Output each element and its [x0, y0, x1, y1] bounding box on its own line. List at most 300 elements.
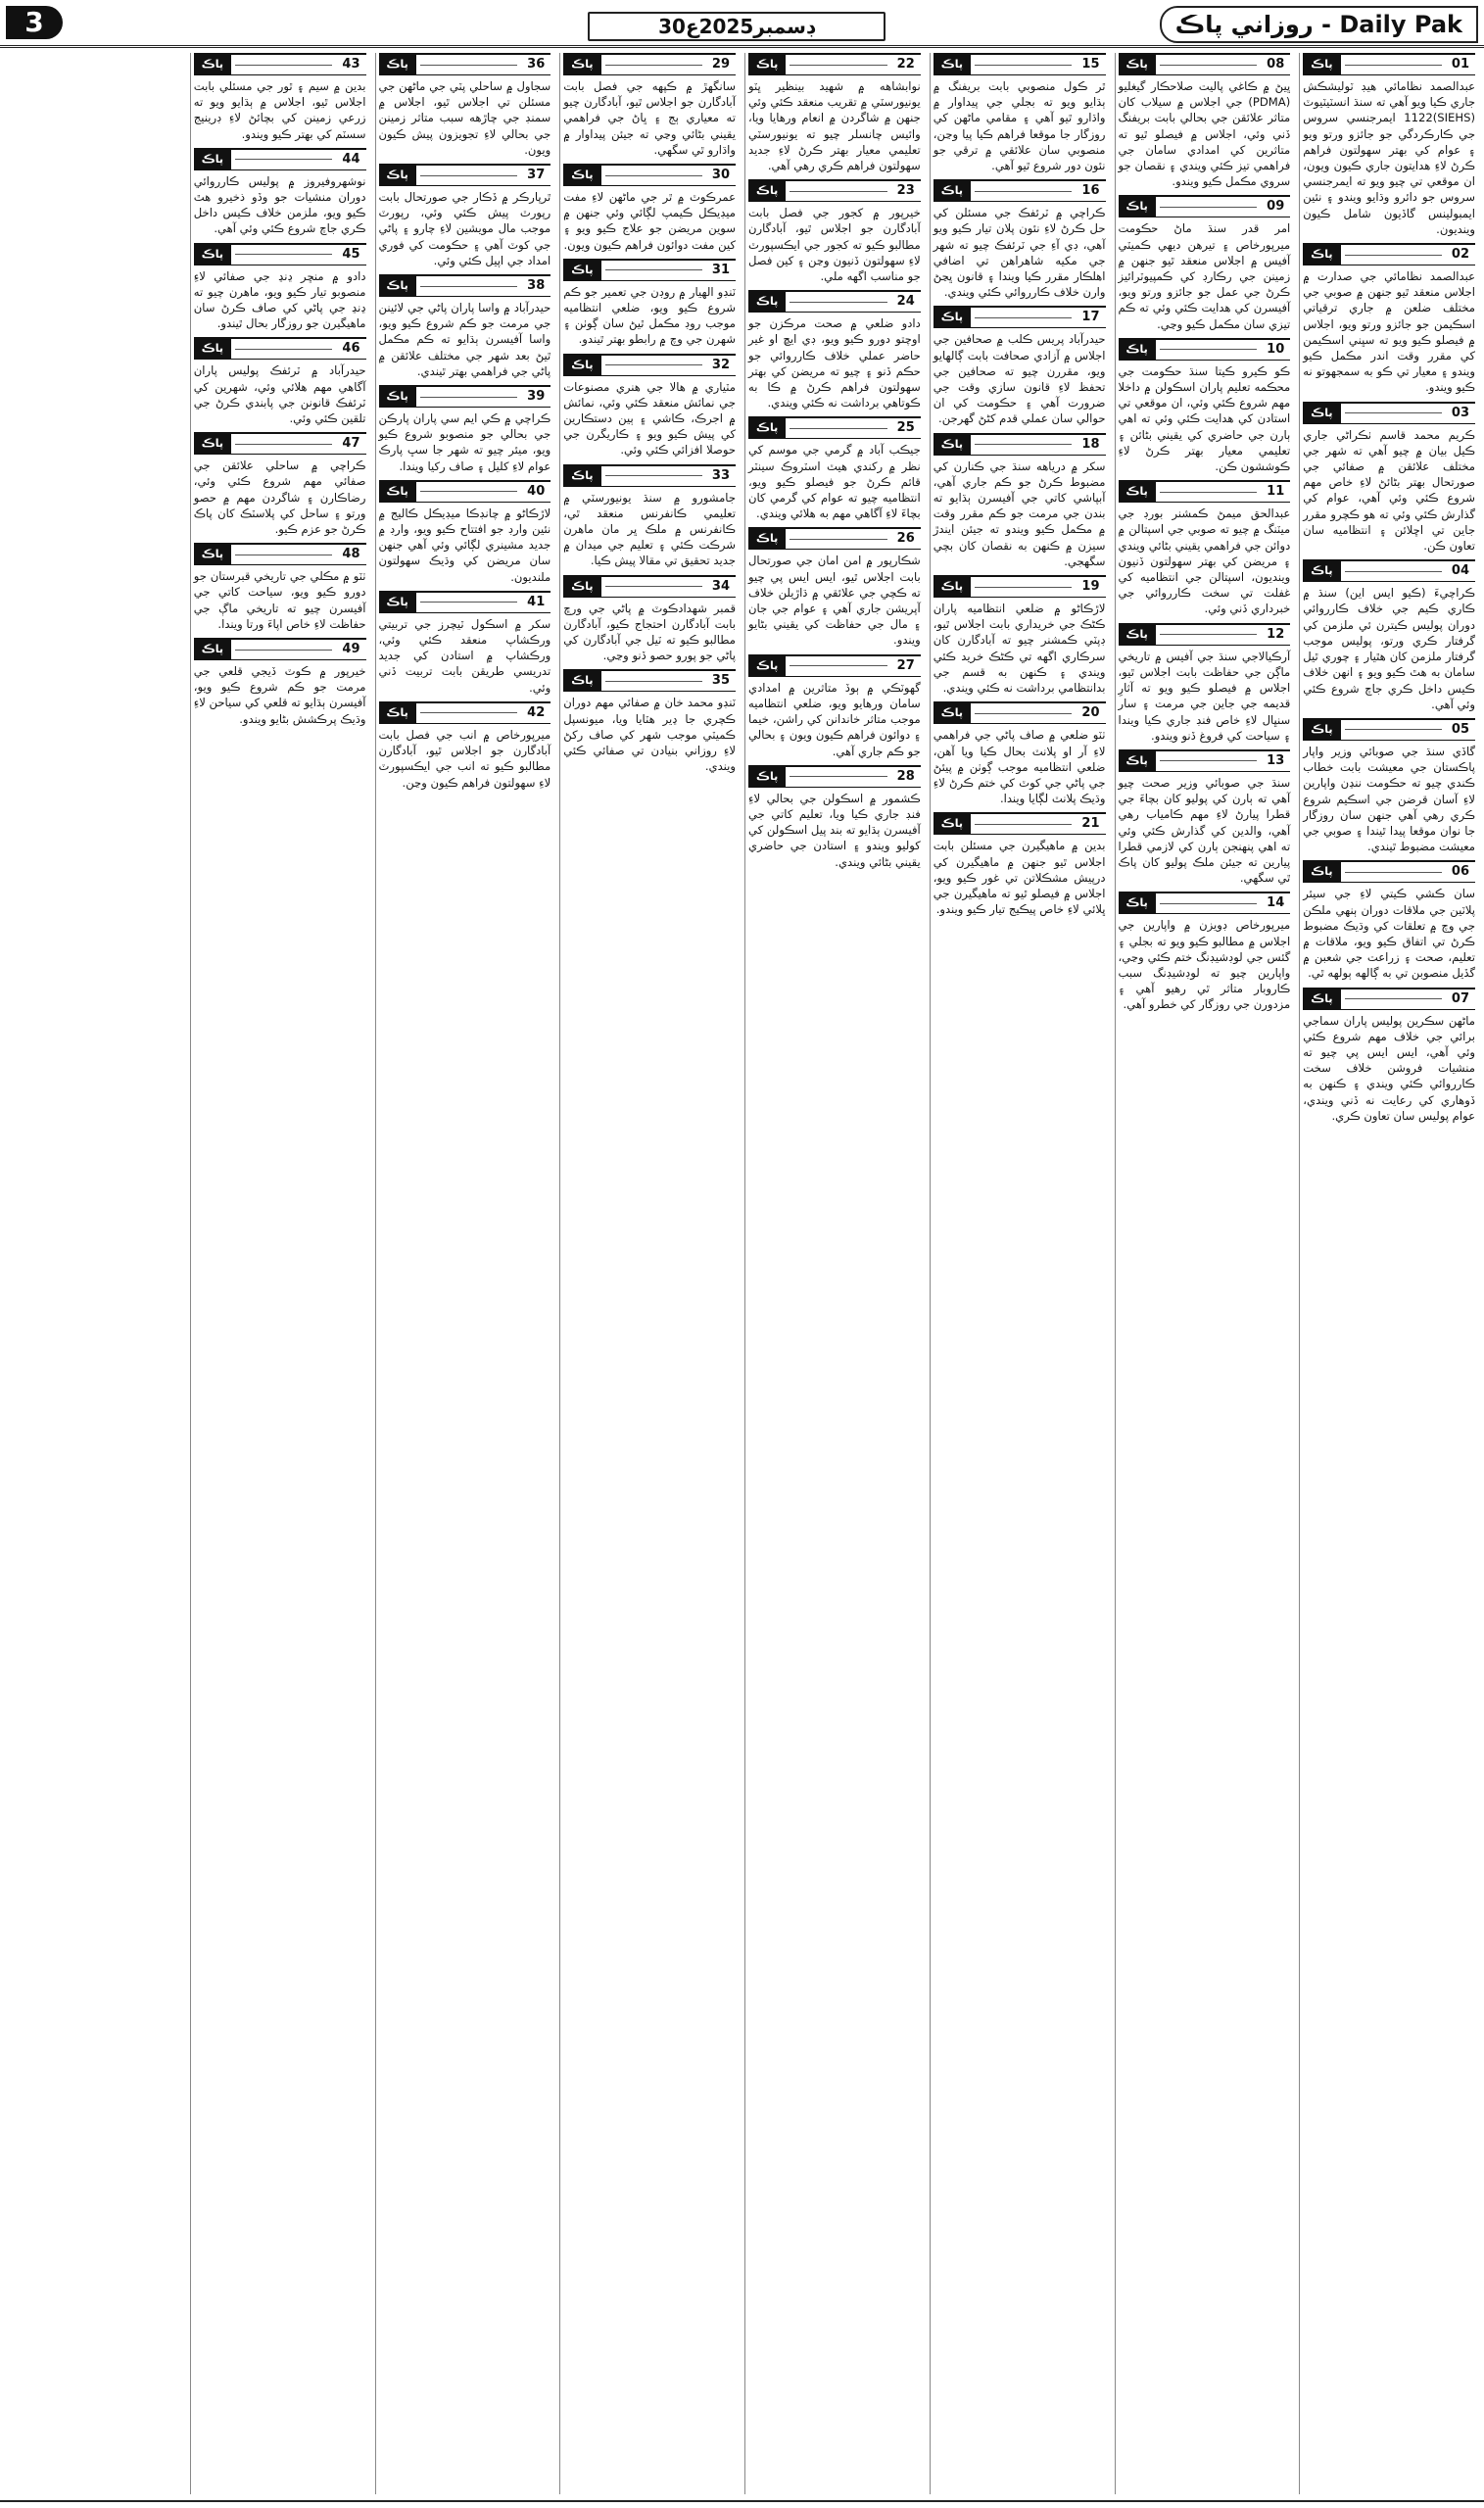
news-item-body: ميرپورخاص ڊويزن ۾ واپارين جي اجلاس ۾ مطالبو ڪيو ويو ته بجلي ۽ گئس جي لوڊشيڊنگ ختم ڪئي وڃي، واپارين چيو ته لوڊشيڊنگ سبب ڪاروبار متاثر ٿي رهيو آهي ۽ مزدورن جي روزگار کي خطرو آهي.	[1118, 918, 1291, 1012]
news-item-header	[1303, 402, 1475, 424]
news-item-body: قمبر شهدادڪوٽ ۾ پاڻي جي ورڇ بابت آبادگارن احتجاج ڪيو، آبادگارن مطالبو ڪيو ته ٽيل جي آبادگارن کي پاڻي جو پورو حصو ڏنو وڃي.	[563, 601, 736, 663]
news-item-body: عبدالصمد نظامائي جي صدارت ۾ اجلاس منعقد ٿيو جنهن ۾ صوبي جي مختلف ضلعن ۾ جاري ترقياتي اسڪيمن جو جائزو ورتو ويو، اجلاس ۾ فيصلو ڪيو ويو ته سڀني اسڪيمن کي مقرر وقت اندر مڪمل ڪيو ويندو ۽ معيار تي ڪو به سمجهوتو نه ڪيو ويندو.	[1303, 269, 1475, 395]
news-item-tag: پاڪ	[379, 276, 416, 296]
news-item-body: ڪريم محمد قاسم ٺڪراڻي جاري ڪيل بيان ۾ چيو آهي ته شهر جي مختلف علائقن ۾ صفائي جي صورتحال بهتر بڻائڻ لاءِ خاص مهم شروع ڪئي وئي آهي، عوام کي گذارش ڪئي وئي ته هو ڪچرو مقرر جاين تي اڇلائن ۽ انتظاميه سان تعاون ڪن.	[1303, 427, 1475, 554]
separator-line	[605, 681, 702, 682]
news-item	[194, 243, 366, 332]
separator-line	[1160, 65, 1257, 66]
news-item-tag: پاڪ	[194, 545, 231, 564]
news-item-number: 07	[1451, 990, 1469, 1006]
news-item-tag: پاڪ	[379, 55, 416, 74]
news-item-number: 25	[896, 420, 915, 436]
separator-line	[1345, 571, 1442, 572]
news-item-tag: پاڪ	[379, 482, 416, 502]
news-item-body: آرڪيالاجي سنڌ جي آفيس ۾ تاريخي ماڳن جي حفاظت بابت اجلاس ٿيو، اجلاس ۾ فيصلو ڪيو ويو ته آثارِ قديمه جي جاين جي مرمت ۽ سار سنڀال لاءِ خاص فنڊ جاري ڪيا ويندا ۽ سياحت کي فروغ ڏنو ويندو.	[1118, 649, 1291, 743]
news-item	[1119, 892, 1291, 1012]
issue-date: 30ڊسمبر2025ع	[588, 12, 886, 41]
news-item-header	[1119, 892, 1291, 914]
news-item-body: گهوٽڪي ۾ ٻوڏ متاثرين ۾ امدادي سامان ورهايو ويو، ضلعي انتظاميه موجب متاثر خاندانن کي راشن، خيما ۽ دوائون فراهم ڪيون ويون ۽ بحالي جو ڪم جاري آهي.	[748, 680, 921, 758]
news-item-header	[748, 179, 921, 202]
separator-line	[1160, 207, 1257, 208]
news-item	[933, 701, 1106, 806]
masthead-title: روزاني پاڪ - Daily Pak	[1160, 6, 1478, 43]
separator-line	[975, 587, 1072, 588]
news-item	[379, 701, 551, 791]
news-item-body: نوابشاهه ۾ شهيد بينظير ڀٽو يونيورسٽي ۾ تقريب منعقد ڪئي وئي جنهن ۾ شاگردن ۾ انعام ورهايا ويا، وائيس چانسلر چيو ته يونيورسٽي تعليمي معيار بهتر ڪرڻ لاءِ جديد سهولتون فراهم ڪري رهي آهي.	[748, 79, 921, 173]
separator-line	[420, 712, 517, 713]
news-columns	[6, 53, 1478, 2494]
news-item-number: 18	[1081, 436, 1100, 452]
news-item-number: 27	[896, 657, 915, 673]
news-item-header	[933, 53, 1106, 75]
news-item-body: ٿرپارڪر ۾ ڏڪار جي صورتحال بابت رپورٽ پيش ڪئي وئي، رپورٽ موجب مال مويشين لاءِ چارو ۽ پاڻي جي کوٽ آهي ۽ حڪومت کي فوري امداد جي اپيل ڪئي وئي.	[378, 190, 551, 267]
news-item-tag: پاڪ	[1119, 893, 1156, 913]
news-item-number: 08	[1267, 57, 1285, 72]
news-item-body: ڪراچي ۾ ٽرئفڪ جي مسئلن کي حل ڪرڻ لاءِ نئون پلان تيار ڪيو ويو آهي، ڊي آءِ جي ٽرئفڪ چيو ته شهر جي مکيه شاهراهن تي اضافي اهلڪار مقرر ڪيا ويندا ۽ قانون ڀڃڻ وارن خلاف ڪارروائي ڪئي ويندي.	[933, 206, 1106, 300]
news-item	[933, 575, 1106, 696]
news-item-header	[563, 164, 736, 186]
news-item-tag: پاڪ	[748, 181, 786, 201]
news-item-body: عبدالحق ميمڻ ڪمشنر بورڊ جي ميٽنگ ۾ چيو ته صوبي جي اسپتالن ۾ دوائن جي فراهمي يقيني بڻائي ويندي ۽ مريضن کي بهتر سهولتون ڏنيون وينديون، اسپتالن جي انتظاميه کي غفلت تي سخت ڪارروائي جي خبرداري ڏني وئي.	[1118, 506, 1291, 616]
news-item-header	[933, 701, 1106, 724]
news-item-header	[563, 53, 736, 75]
news-item	[379, 274, 551, 379]
news-item-number: 30	[711, 168, 730, 183]
news-item-header	[379, 591, 551, 613]
separator-line	[1345, 255, 1442, 256]
news-item	[379, 591, 551, 696]
news-item-header	[933, 575, 1106, 598]
news-item-body: دادو ۾ منڇر ڍنڍ جي صفائي لاءِ منصوبو تيار ڪيو ويو، ماهرن چيو ته ڍنڍ جي پاڻي کي صاف ڪرڻ سان ماهيگيرن جو روزگار بحال ٿيندو.	[193, 268, 366, 331]
news-item-body: عبدالصمد نظامائي هيڊ ٽوليشڪش جاري ڪيا ويو آهي ته سنڌ انسٽيٽيوٽ (SIEHS)1122 ايمرجنسي سروس جي ڪارڪردگي جو جائزو ورتو ويو ۽ عوام کي بهتر سهولتون فراهم ڪرڻ لاءِ هدايتون جاري ڪيون ويون، ان موقعي تي چيو ويو ته ايمرجنسي سروس جو دائرو وڌايو ويندو ۽ نئين ايمبولينس گاڏيون شامل ڪيون وينديون.	[1303, 79, 1475, 236]
news-item-body: سکر ۾ درياهه سنڌ جي ڪنارن کي مضبوط ڪرڻ جو ڪم جاري آهي، آبپاشي کاتي جي آفيسرن ٻڌايو ته بندن جي مرمت جو ڪم مقرر وقت ۾ مڪمل ڪيو ويندو ته جيئن ايندڙ سيزن ۾ ڪنهن به نقصان کان بچي سگهجي.	[933, 458, 1106, 568]
separator-line	[605, 475, 702, 476]
news-item-body: مٽياري ۾ هالا جي هنري مصنوعات جي نمائش منعقد ڪئي وئي، نمائش ۾ اجرڪ، ڪاشي ۽ ٻين دستڪارين کي پيش ڪيو ويو ۽ ڪاريگرن جي حوصلا افزائي ڪئي وئي.	[563, 379, 736, 458]
news-item	[748, 765, 921, 870]
news-item-body: ٺٽو ضلعي ۾ صاف پاڻي جي فراهمي لاءِ آر او پلانٽ بحال ڪيا ويا آهن، ضلعي انتظاميه موجب ڳوٺن ۾ پيئڻ جي پاڻي جي کوٽ کي ختم ڪرڻ لاءِ وڌيڪ پلانٽ لڳايا ويندا.	[933, 728, 1106, 806]
column-1	[1299, 53, 1478, 2494]
news-item-tag: پاڪ	[194, 434, 231, 454]
news-item	[748, 179, 921, 284]
news-item	[563, 669, 736, 774]
news-item-number: 01	[1451, 57, 1469, 72]
news-item-tag: پاڪ	[563, 466, 600, 486]
news-item-tag: پاڪ	[933, 181, 971, 201]
news-item-number: 44	[342, 151, 360, 167]
separator-line	[790, 776, 886, 777]
news-item-number: 35	[711, 673, 730, 689]
news-item-body: ڪراچيءَ (ڪيو ايس اين) سنڌ ۾ ڪاري ڪيم جي خلاف ڪارروائي دوران پوليس ڪيترن ئي ملزمن کي گرفتار ڪري ورتو، پوليس موجب گرفتار ملزمن کان هٿيار ۽ چوري ٿيل سامان به هٿ ڪيو ويو ۽ انهن خلاف ڪيس داخل ڪري جاچ شروع ڪئي وئي آهي.	[1303, 586, 1475, 711]
footer-rule	[0, 2500, 1484, 2502]
news-item-body: سجاول ۾ ساحلي پٽي جي ماڻهن جي مسئلن تي اجلاس ٿيو، اجلاس ۾ سمنڊ جي چاڙهه سبب متاثر زمينن جي بحالي لاءِ تجويزون پيش ڪيون ويون.	[378, 79, 551, 157]
news-item-header	[194, 638, 366, 660]
news-item-header	[563, 354, 736, 376]
news-item-number: 16	[1081, 183, 1100, 199]
news-item-header	[933, 306, 1106, 328]
news-item	[379, 480, 551, 585]
news-item-number: 19	[1081, 579, 1100, 595]
separator-line	[605, 269, 702, 270]
news-item-header	[1303, 988, 1475, 1010]
news-item-header	[933, 179, 1106, 202]
news-item-header	[194, 243, 366, 265]
separator-line	[1160, 492, 1257, 493]
news-item-header	[563, 259, 736, 281]
news-item-tag: پاڪ	[748, 55, 786, 74]
news-item-body: بدين ۾ سيم ۽ ٿور جي مسئلي بابت اجلاس ٿيو، اجلاس ۾ ٻڌايو ويو ته زرعي زمينن کي بچائڻ لاءِ ڊرينيج سسٽم کي بهتر ڪيو ويندو.	[193, 79, 366, 141]
news-item-number: 23	[896, 183, 915, 199]
news-item-number: 36	[527, 57, 546, 72]
news-item-body: ڪشمور ۾ اسڪولن جي بحالي لاءِ فنڊ جاري ڪيا ويا، تعليم کاتي جي آفيسرن ٻڌايو ته بند پيل اسڪولن کي کوليو ويندو ۽ استادن جي حاضري يقيني بڻائي ويندي.	[748, 791, 921, 869]
news-item-header	[748, 53, 921, 75]
news-item-header	[1303, 860, 1475, 883]
news-item-body: سکر ۾ اسڪول ٽيچرز جي تربيتي ورڪشاپ منعقد ڪئي وئي، ورڪشاپ ۾ استادن کي جديد تدريسي طريقن بابت تربيت ڏني وئي.	[378, 616, 551, 695]
news-item-body: شڪارپور ۾ امن امان جي صورتحال بابت اجلاس ٿيو، ايس ايس پي چيو ته ڪچي جي علائقي ۾ ڌاڙيلن خلاف آپريشن جاري آهي ۽ عوام جي جان ۽ مال جي حفاظت کي يقيني بڻايو ويندو.	[748, 554, 921, 648]
separator-line	[420, 286, 517, 287]
news-item-body: دادو ضلعي ۾ صحت مرڪزن جو اوچتو دورو ڪيو ويو، ڊي ايڇ او غير حاضر عملي خلاف ڪارروائي جو حڪم ڏنو ۽ چيو ته مريضن کي بهتر سهولتون فراهم ڪرڻ ۾ ڪا به ڪوتاهي برداشت نه ڪئي ويندي.	[748, 316, 921, 410]
column-5	[559, 53, 739, 2494]
news-item-number: 41	[527, 594, 546, 609]
news-item-header	[563, 575, 736, 598]
column-6	[375, 53, 554, 2494]
separator-line	[1160, 349, 1257, 350]
news-item-header	[379, 385, 551, 408]
news-item-tag: پاڪ	[563, 55, 600, 74]
news-item	[1119, 749, 1291, 886]
separator-line	[1345, 412, 1442, 413]
separator-line	[235, 349, 332, 350]
news-item-body: سنڌ جي صوبائي وزير صحت چيو آهي ته ٻارن کي پوليو کان بچاءَ جي قطرا پيارڻ لاءِ مهم ڪامياب رهي آهي، والدين کي گذارش ڪئي وئي ته اهي پنهنجن ٻارن کي لازمي قطرا پيارين ته جيئن ملڪ پوليو کان پاڪ ٿي سگهي.	[1118, 775, 1291, 886]
news-item	[379, 53, 551, 158]
column-3	[930, 53, 1109, 2494]
news-item	[1119, 338, 1291, 474]
news-item-tag: پاڪ	[1119, 482, 1156, 502]
news-item-body: ڪو ڪيرو ڪيتا سنڌ حڪومت جي محڪمه تعليم پاران اسڪولن ۾ داخلا مهم شروع ڪئي وئي، ان موقعي تي استادن کي هدايت ڪئي وئي ته اهي ٻارن جي حاضري کي يقيني بڻائن ۽ تعليمي معيار بهتر ڪرڻ لاءِ ڪوششون ڪن.	[1118, 363, 1291, 474]
separator-line	[235, 650, 332, 651]
news-item	[748, 290, 921, 410]
news-item	[194, 638, 366, 727]
news-item-header	[379, 701, 551, 724]
news-item-header	[1119, 53, 1291, 75]
news-item-number: 45	[342, 246, 360, 262]
news-item	[933, 433, 1106, 569]
news-item-tag: پاڪ	[748, 529, 786, 549]
news-item	[1303, 718, 1475, 854]
news-item	[933, 53, 1106, 173]
separator-line	[235, 254, 332, 255]
separator-line	[975, 713, 1072, 714]
news-item-body: ٽنڊو محمد خان ۾ صفائي مهم دوران ڪچري جا ڍير هٽايا ويا، ميونسپل ڪميٽي موجب شهر کي صاف رکڻ لاءِ روزاني بنيادن تي صفائي ڪئي ويندي.	[563, 696, 736, 774]
news-item-number: 24	[896, 294, 915, 310]
news-item-body: جيڪب آباد ۾ گرمي جي موسم کي نظر ۾ رکندي هيٽ اسٽروڪ سينٽر قائم ڪرڻ جو فيصلو ڪيو ويو، انتظاميه چيو ته عوام کي گرمي کان بچاءَ لاءِ آگاهي مهم به هلائي ويندي.	[748, 443, 921, 521]
news-item	[1303, 860, 1475, 981]
news-item-header	[1303, 243, 1475, 265]
news-item-tag: پاڪ	[1303, 862, 1340, 882]
news-item-tag: پاڪ	[933, 308, 971, 327]
news-item-number: 39	[527, 389, 546, 405]
news-item-number: 04	[1451, 563, 1469, 579]
column-4	[744, 53, 924, 2494]
news-item	[933, 812, 1106, 917]
news-item-header	[194, 543, 366, 565]
separator-line	[790, 665, 886, 666]
news-item-body: ٺٽو ۾ مڪلي جي تاريخي قبرستان جو دورو ڪيو ويو، سياحت کاتي جي آفيسرن چيو ته تاريخي ماڳ جي حفاظت لاءِ خاص اپاءَ ورتا ويندا.	[193, 569, 366, 631]
news-item	[748, 416, 921, 521]
news-item-tag: پاڪ	[933, 435, 971, 455]
news-item-body: ڀيڻ ۾ ڪاغي پاليت صلاحڪار گيغليو (PDMA) جي اجلاس ۾ سيلاب کان متاثر علائقن جي بحالي بابت بريفنگ ڏني وئي، اجلاس ۾ فيصلو ٿيو ته متاثرين کي امدادي سامان جي فراهمي تيز ڪئي ويندي ۽ نقصان جو سروي مڪمل ڪيو ويندو.	[1118, 79, 1291, 189]
news-item-tag: پاڪ	[194, 640, 231, 659]
news-item-number: 43	[342, 57, 360, 72]
page-number: 3	[6, 6, 63, 39]
news-item-number: 33	[711, 467, 730, 483]
news-item-number: 06	[1451, 864, 1469, 880]
news-item-header	[933, 812, 1106, 835]
news-item-header	[748, 416, 921, 439]
news-item-header	[1119, 623, 1291, 646]
separator-line	[975, 65, 1072, 66]
news-item-tag: پاڪ	[1119, 340, 1156, 360]
news-item-number: 05	[1451, 721, 1469, 737]
news-item-header	[933, 433, 1106, 456]
news-item-number: 46	[342, 341, 360, 357]
separator-line	[975, 444, 1072, 445]
news-item-tag: پاڪ	[748, 292, 786, 312]
news-item-tag: پاڪ	[563, 671, 600, 691]
separator-line	[975, 191, 1072, 192]
news-item-body: گاڏي سنڌ جي صوبائي وزير واپار پاڪستان جي معيشت بابت خطاب ڪندي چيو ته حڪومت ننڍن واپارين لاءِ آسان قرضن جي اسڪيم شروع ڪري رهي آهي جنهن سان روزگار جا نوان موقعا پيدا ٿيندا ۽ صوبي جي معيشت مضبوط ٿيندي.	[1303, 744, 1475, 854]
news-item-tag: پاڪ	[194, 150, 231, 169]
news-item	[1303, 243, 1475, 396]
separator-line	[790, 302, 886, 303]
news-item	[1303, 402, 1475, 555]
news-item	[1119, 195, 1291, 331]
separator-line	[790, 65, 886, 66]
news-item-number: 15	[1081, 57, 1100, 72]
news-item	[379, 385, 551, 474]
separator-line	[975, 317, 1072, 318]
news-item-body: سان ڪشي ڪيتي لاءِ جي سيئر پلاٽين جي ملاقات دوران ٻنهي ملڪن جي وچ ۾ تعلقات کي وڌيڪ مضبوط ڪرڻ تي اتفاق ڪيو ويو، ملاقات ۾ تعليم، صحت ۽ زراعت جي شعبن ۾ گڏيل منصوبن تي به ڳالهه ٻولهه ٿي.	[1303, 887, 1475, 981]
news-item-number: 10	[1267, 341, 1285, 357]
news-item-header	[379, 164, 551, 186]
news-item-body: نوشهروفيروز ۾ پوليس ڪارروائي دوران منشيات جو وڏو ذخيرو هٿ ڪيو ويو، ملزمن خلاف ڪيس داخل ڪري جاچ شروع ڪئي وئي آهي.	[193, 173, 366, 236]
separator-line	[1345, 65, 1442, 66]
separator-line	[420, 491, 517, 492]
separator-line	[1345, 729, 1442, 730]
news-item-body: ٿر ڪول منصوبي بابت بريفنگ ۾ ٻڌايو ويو ته بجلي جي پيداوار ۾ واڌارو ٿيو آهي ۽ مقامي ماڻهن کي روزگار جا موقعا فراهم ڪيا پيا وڃن، منصوبي سان علائقي ۾ ترقي جو نئون دور شروع ٿيو آهي.	[933, 79, 1106, 173]
column-2	[1115, 53, 1294, 2494]
news-item-body: امر قدر سنڌ ماڻ حڪومت ميرپورخاص ۽ تيرهن ديهي ڪميٽي آفيس ۾ اجلاس منعقد ٿيو جنهن ۾ زمينن جي رڪارڊ کي ڪمپيوٽرائيز ڪرڻ جي عمل جو جائزو ورتو ويو، آفيسرن کي هدايت ڪئي وئي ته ڪم تيزي سان مڪمل ڪيو وڃي.	[1118, 221, 1291, 331]
news-item	[1119, 623, 1291, 744]
news-item-body: لاڙڪاڻو ۾ چانڊڪا ميڊيڪل ڪاليج ۾ نئين وارڊ جو افتتاح ڪيو ويو، وارڊ ۾ جديد مشينري لڳائي وئي آهي جنهن سان مريضن کي وڌيڪ سهولتون ملنديون.	[378, 506, 551, 584]
news-item-body: ڪراچي ۾ ساحلي علائقن جي صفائي مهم شروع ڪئي وئي، رضاڪارن ۽ شاگردن مهم ۾ حصو ورتو ۽ ساحل کي پلاسٽڪ کان پاڪ ڪرڻ جو عزم ڪيو.	[193, 458, 366, 537]
news-item-header	[1303, 559, 1475, 582]
news-item-number: 29	[711, 57, 730, 72]
news-item-tag: پاڪ	[1119, 751, 1156, 771]
news-item-number: 12	[1267, 626, 1285, 642]
news-item-number: 32	[711, 357, 730, 372]
news-item-tag: پاڪ	[1303, 989, 1340, 1009]
news-item-number: 17	[1081, 310, 1100, 325]
news-item	[194, 148, 366, 237]
news-item-header	[194, 148, 366, 170]
news-item-number: 13	[1267, 752, 1285, 768]
news-item	[1119, 480, 1291, 616]
news-item-tag: پاڪ	[563, 166, 600, 185]
news-item-tag: پاڪ	[1119, 55, 1156, 74]
news-item-tag: پاڪ	[748, 656, 786, 676]
news-item-number: 38	[527, 278, 546, 294]
news-item-header	[1303, 718, 1475, 741]
separator-line	[235, 65, 332, 66]
news-item-header	[1303, 53, 1475, 75]
news-item-number: 28	[896, 768, 915, 784]
separator-line	[235, 444, 332, 445]
news-item-body: ماڻهن سڪرين پوليس پاران سماجي برائي جي خلاف مهم شروع ڪئي وئي آهي، ايس ايس پي چيو ته منشيات فروشن خلاف سخت ڪارروائي ڪئي ويندي ۽ ڪنهن به ڏوهاري کي رعايت نه ڏني ويندي، عوام پوليس سان تعاون ڪري.	[1303, 1013, 1475, 1123]
news-item-tag: پاڪ	[748, 767, 786, 787]
news-item-tag: پاڪ	[563, 356, 600, 375]
news-item	[933, 179, 1106, 300]
news-item-header	[194, 53, 366, 75]
news-item	[194, 543, 366, 632]
news-item-header	[748, 527, 921, 550]
news-item	[1303, 988, 1475, 1124]
news-item-body: ڪراچي ۾ ڪي ايم سي پاران پارڪن جي بحالي جو منصوبو شروع ڪيو ويو، ميئر چيو ته شهر جا سڀ پارڪ عوام لاءِ کليل ۽ صاف رکيا ويندا.	[378, 411, 551, 473]
news-item-header	[1119, 195, 1291, 217]
separator-line	[605, 364, 702, 365]
news-item-number: 11	[1267, 484, 1285, 500]
news-item-number: 42	[527, 704, 546, 720]
news-item	[563, 259, 736, 348]
news-item-number: 37	[527, 168, 546, 183]
news-item-number: 40	[527, 483, 546, 499]
separator-line	[1345, 998, 1442, 999]
separator-line	[420, 65, 517, 66]
news-item-tag: پاڪ	[1303, 720, 1340, 740]
news-item-header	[379, 274, 551, 297]
news-item-number: 22	[896, 57, 915, 72]
news-item-tag: پاڪ	[748, 418, 786, 438]
news-item-tag: پاڪ	[1303, 55, 1340, 74]
news-item	[379, 164, 551, 268]
separator-line	[420, 602, 517, 603]
news-item-header	[379, 480, 551, 503]
news-item-number: 21	[1081, 816, 1100, 832]
separator-line	[790, 428, 886, 429]
news-item-body: جامشورو ۾ سنڌ يونيورسٽي ۾ تعليمي ڪانفرنس منعقد ٿي، ڪانفرنس ۾ ملڪ ڀر مان ماهرن شرڪت ڪئي ۽ تعليم جي ميدان ۾ جديد تحقيق تي مقالا پيش ڪيا.	[563, 490, 736, 568]
separator-line	[790, 191, 886, 192]
news-item-number: 02	[1451, 247, 1469, 263]
news-item-number: 14	[1267, 895, 1285, 911]
separator-line	[420, 397, 517, 398]
news-item-body: لاڙڪاڻو ۾ ضلعي انتظاميه پاران ڪڻڪ جي خريداري بابت اجلاس ٿيو، ڊپٽي ڪمشنر چيو ته آبادگارن کان سرڪاري اگهه تي ڪڻڪ خريد ڪئي ويندي ۽ ڪنهن به قسم جي بدانتظامي برداشت نه ڪئي ويندي.	[933, 602, 1106, 696]
news-item-tag: پاڪ	[379, 593, 416, 612]
separator-line	[1160, 903, 1257, 904]
news-item-tag: پاڪ	[563, 577, 600, 597]
news-item	[1303, 53, 1475, 237]
news-item	[748, 53, 921, 173]
news-item-body: حيدرآباد ۾ ٽرئفڪ پوليس پاران آگاهي مهم هلائي وئي، شهرين کي ٽرئفڪ قانونن جي پابندي ڪرڻ جي تلقين ڪئي وئي.	[193, 363, 366, 426]
news-item-tag: پاڪ	[379, 703, 416, 723]
news-item-tag: پاڪ	[1119, 197, 1156, 217]
news-item-body: عمرڪوٽ ۾ ٿر جي ماڻهن لاءِ مفت ميڊيڪل ڪيمپ لڳائي وئي جنهن ۾ سوين مريضن جو علاج ڪيو ويو ۽ کين مفت دوائون فراهم ڪيون ويون.	[563, 190, 736, 252]
news-item	[1119, 53, 1291, 189]
news-item-body: خيرپور ۾ کجور جي فصل بابت آبادگارن جو اجلاس ٿيو، آبادگارن مطالبو ڪيو ته کجور جي ايڪسپورٽ لاءِ سهولتون ڏنيون وڃن ۽ کين فصل جو مناسب اگهه ملي.	[748, 206, 921, 284]
news-item-number: 47	[342, 436, 360, 452]
column-8	[6, 53, 184, 2494]
news-item-tag: پاڪ	[379, 387, 416, 407]
news-item-tag: پاڪ	[379, 166, 416, 185]
news-item-number: 49	[342, 642, 360, 657]
news-item-header	[1119, 749, 1291, 772]
news-item-number: 09	[1267, 199, 1285, 215]
news-item-header	[563, 464, 736, 487]
news-item-header	[379, 53, 551, 75]
news-item	[194, 432, 366, 537]
news-item-number: 26	[896, 531, 915, 547]
news-item-header	[748, 654, 921, 677]
news-item-tag: پاڪ	[933, 703, 971, 723]
separator-line	[1160, 760, 1257, 761]
news-item-header	[194, 337, 366, 360]
news-item-header	[748, 290, 921, 313]
news-item-tag: پاڪ	[194, 55, 231, 74]
news-item-body: حيدرآباد ۾ واسا پاران پاڻي جي لائينن جي مرمت جو ڪم شروع ڪيو ويو، واسا آفيسرن ٻڌايو ته ڪم مڪمل ٿيڻ بعد شهر جي مختلف علائقن ۾ پاڻي جي فراهمي بهتر ٿيندي.	[378, 301, 551, 378]
news-item-tag: پاڪ	[194, 339, 231, 359]
news-item	[563, 164, 736, 253]
news-item-number: 20	[1081, 705, 1100, 721]
news-item-header	[194, 432, 366, 455]
separator-line	[605, 65, 702, 66]
news-item-body: خيرپور ۾ ڪوٽ ڏيجي قلعي جي مرمت جو ڪم شروع ڪيو ويو، آفيسرن ٻڌايو ته قلعي کي سياحن لاءِ وڌيڪ پرڪشش بڻايو ويندو.	[193, 664, 366, 726]
news-item-tag: پاڪ	[933, 577, 971, 597]
news-item-number: 48	[342, 547, 360, 562]
news-item	[933, 306, 1106, 426]
news-item-body: ٽنڊو الهيار ۾ روڊن جي تعمير جو ڪم شروع ڪيو ويو، ضلعي انتظاميه موجب روڊ مڪمل ٿيڻ سان ڳوٺن ۽ شهرن جي وچ ۾ رابطو بهتر ٿيندو.	[563, 284, 736, 347]
news-item-tag: پاڪ	[933, 814, 971, 834]
separator-line	[975, 824, 1072, 825]
news-item-header	[563, 669, 736, 692]
page-header	[0, 0, 1484, 48]
news-item	[194, 53, 366, 142]
news-item-tag: پاڪ	[933, 55, 971, 74]
news-item	[748, 527, 921, 648]
news-item	[563, 53, 736, 158]
news-item-body: حيدرآباد پريس ڪلب ۾ صحافين جي اجلاس ۾ آزادي صحافت بابت ڳالهايو ويو، مقررن چيو ته صحافين جي تحفظ لاءِ قانون سازي وقت جي ضرورت آهي ۽ حڪومت کي ان حوالي سان عملي قدم کڻڻ گهرجن.	[933, 332, 1106, 426]
separator-line	[1160, 634, 1257, 635]
news-item	[748, 654, 921, 759]
news-item-number: 31	[711, 262, 730, 277]
news-item-header	[748, 765, 921, 788]
news-item-number: 03	[1451, 405, 1469, 420]
news-item-tag: پاڪ	[1303, 404, 1340, 423]
separator-line	[790, 539, 886, 540]
news-item-number: 34	[711, 578, 730, 594]
news-item-header	[1119, 480, 1291, 503]
news-item-tag: پاڪ	[194, 245, 231, 265]
separator-line	[420, 175, 517, 176]
news-item	[194, 337, 366, 426]
separator-line	[605, 175, 702, 176]
news-item-tag: پاڪ	[1119, 625, 1156, 645]
separator-line	[605, 586, 702, 587]
news-item	[563, 575, 736, 664]
news-item-tag: پاڪ	[1303, 561, 1340, 581]
news-item-tag: پاڪ	[563, 261, 600, 280]
news-item	[563, 464, 736, 569]
separator-line	[235, 159, 332, 160]
news-item-header	[1119, 338, 1291, 361]
news-item-tag: پاڪ	[1303, 245, 1340, 265]
